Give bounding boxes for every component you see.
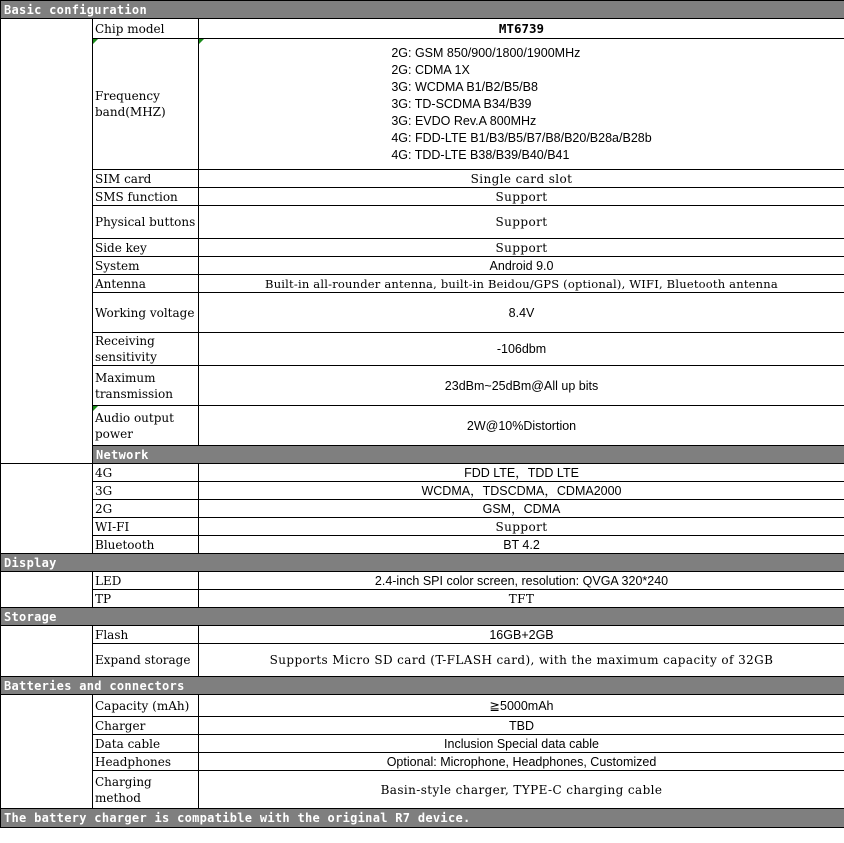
network-3g-label: 3G [93, 482, 199, 500]
led-value: 2.4-inch SPI color screen, resolution: QVGA 320*240 [199, 572, 844, 590]
bluetooth-label: Bluetooth [93, 536, 199, 554]
section-header-network [1, 446, 844, 464]
sim-card-value: Single card slot [199, 170, 844, 188]
section-spacer-basic [1, 19, 93, 464]
headphones-value: Optional: Microphone, Headphones, Customized [199, 753, 844, 771]
physical-buttons-label: Physical buttons [93, 206, 199, 239]
network-2g-label: 2G [93, 500, 199, 518]
chip-model-value: MT6739 [199, 19, 844, 39]
charging-method-label: Charging method [93, 771, 199, 809]
section-header-storage [1, 608, 844, 626]
physical-buttons-value: Support [199, 206, 844, 239]
system-label: System [93, 257, 199, 275]
working-voltage-value: 8.4V [199, 293, 844, 333]
section-title-storage: Storage [1, 608, 844, 626]
audio-output-power-value: 2W@10%Distortion [199, 406, 844, 446]
chip-model-label: Chip model [93, 19, 199, 39]
capacity-label: Capacity (mAh) [93, 695, 199, 717]
section-header-batteries [1, 677, 844, 695]
section-spacer-display [1, 572, 93, 608]
charging-method-value: Basin-style charger, TYPE-C charging cable [199, 771, 844, 809]
frequency-band-line: 2G: CDMA 1X [391, 62, 470, 77]
side-key-label: Side key [93, 239, 199, 257]
charger-value: TBD [199, 717, 844, 735]
tp-label: TP [93, 590, 199, 608]
data-cable-value: Inclusion Special data cable [199, 735, 844, 753]
maximum-transmission-value: 23dBm~25dBm@All up bits [199, 366, 844, 406]
frequency-band-line: 3G: EVDO Rev.A 800MHz [391, 113, 537, 128]
frequency-band-line: 2G: GSM 850/900/1800/1900MHz [391, 45, 581, 60]
data-cable-label: Data cable [93, 735, 199, 753]
section-spacer-batteries [1, 695, 93, 809]
flash-value: 16GB+2GB [199, 626, 844, 644]
antenna-label: Antenna [93, 275, 199, 293]
headphones-label: Headphones [93, 753, 199, 771]
flash-label: Flash [93, 626, 199, 644]
network-3g-value: WCDMA，TDSCDMA，CDMA2000 [199, 482, 844, 500]
receiving-sensitivity-label: Receiving sensitivity [93, 333, 199, 366]
frequency-band-value [199, 39, 844, 170]
sms-function-value: Support [199, 188, 844, 206]
footer-note-row [1, 809, 844, 828]
section-header-display [1, 554, 844, 572]
working-voltage-label: Working voltage [93, 293, 199, 333]
side-key-value: Support [199, 239, 844, 257]
frequency-band-line: 4G: TDD-LTE B38/B39/B40/B41 [391, 147, 570, 162]
bluetooth-value: BT 4.2 [199, 536, 844, 554]
led-label: LED [93, 572, 199, 590]
section-title-display: Display [1, 554, 844, 572]
footer-note: The battery charger is compatible with the original R7 device. [1, 809, 844, 828]
section-title-network: Network [93, 446, 844, 464]
wifi-label: WI-FI [93, 518, 199, 536]
frequency-band-line: 4G: FDD-LTE B1/B3/B5/B7/B8/B20/B28a/B28b [391, 130, 652, 145]
network-2g-value: GSM，CDMA [199, 500, 844, 518]
wifi-value: Support [199, 518, 844, 536]
receiving-sensitivity-value: -106dbm [199, 333, 844, 366]
charger-label: Charger [93, 717, 199, 735]
frequency-band-line: 3G: WCDMA B1/B2/B5/B8 [391, 79, 538, 94]
tp-value: TFT [199, 590, 844, 608]
antenna-value: Built-in all-rounder antenna, built-in Beidou/GPS (optional), WIFI, Bluetooth antenna [199, 275, 844, 293]
maximum-transmission-label: Maximum transmission [93, 366, 199, 406]
expand-storage-label: Expand storage [93, 644, 199, 677]
system-value: Android 9.0 [199, 257, 844, 275]
section-title-basic: Basic configuration [1, 1, 844, 19]
section-title-batteries: Batteries and connectors [1, 677, 844, 695]
network-4g-value: FDD LTE，TDD LTE [199, 464, 844, 482]
expand-storage-value: Supports Micro SD card (T-FLASH card), with the maximum capacity of 32GB [199, 644, 844, 677]
network-4g-label: 4G [93, 464, 199, 482]
frequency-band-label: Frequency band(MHZ) [93, 39, 199, 170]
sms-function-label: SMS function [93, 188, 199, 206]
section-spacer-storage [1, 626, 93, 677]
section-header-basic [1, 1, 844, 19]
sim-card-label: SIM card [93, 170, 199, 188]
audio-output-power-label: Audio output power [93, 406, 199, 446]
frequency-band-list [391, 45, 651, 164]
section-spacer-network [1, 464, 93, 554]
capacity-value: ≧5000mAh [199, 695, 844, 717]
frequency-band-line: 3G: TD-SCDMA B34/B39 [391, 96, 532, 111]
